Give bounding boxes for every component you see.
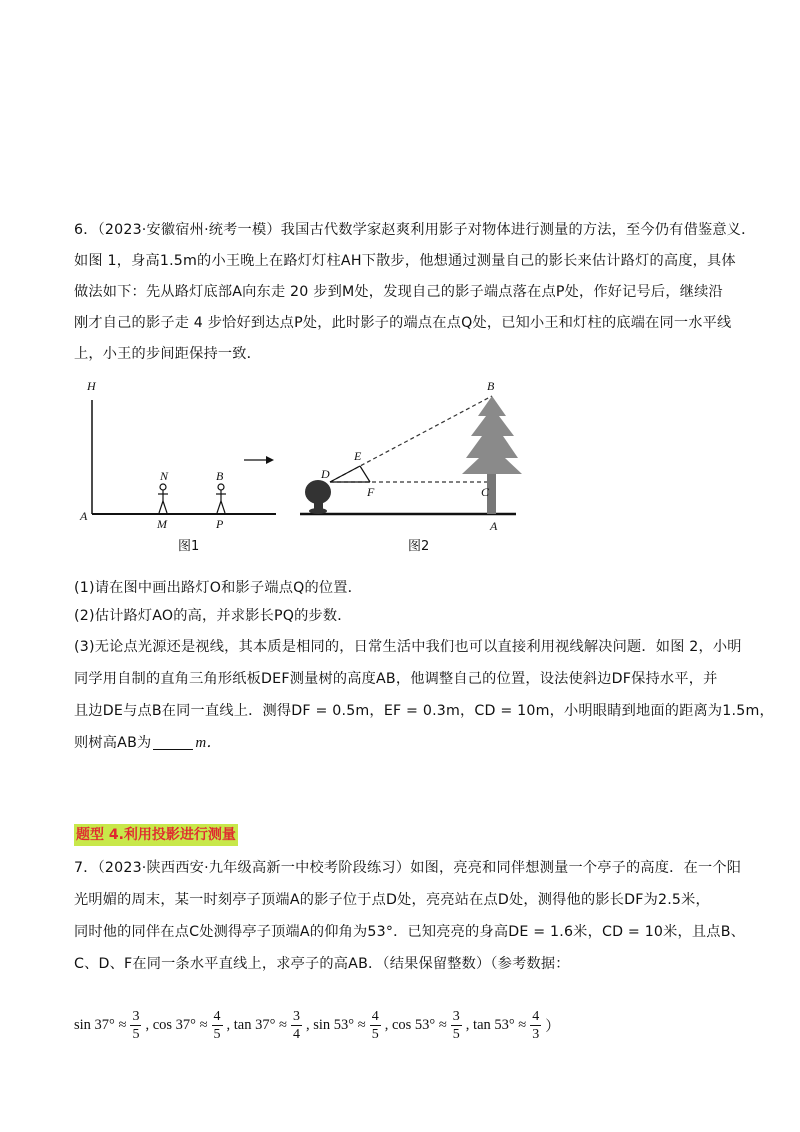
q6-sub-3-line-1: (3)无论点光源还是视线，其本质是相同的，日常生活中我们也可以直接利用视线解决问题．如图 2，小明: [74, 639, 742, 655]
fig2-label-b: B: [487, 379, 495, 393]
q7-line-3: 同时他的同伴在点C处测得亭子顶端A的仰角为53°．已知亮亮的身高DE = 1.6米，CD = 10米，且点B、: [74, 924, 746, 940]
person-at-p: [216, 484, 226, 513]
fraction-numerator: 3: [452, 1008, 460, 1024]
q7-line-4: C、D、F在同一条水平直线上，求亭子的高AB．（结果保留整数）（参考数据：: [74, 956, 570, 972]
formula-close-paren: ）: [545, 1018, 560, 1035]
fig2-label-a: A: [490, 519, 498, 533]
fraction-denominator: 3: [532, 1026, 540, 1042]
observer-person: [305, 480, 331, 514]
fig2-label-e: E: [354, 449, 362, 463]
fraction-4-5: [212, 1008, 223, 1043]
fraction-numerator: 3: [293, 1008, 301, 1024]
fraction-numerator: 4: [532, 1008, 540, 1024]
fig1-label-h: H: [87, 379, 96, 393]
fraction-4-5: [370, 1008, 381, 1043]
q6-sub-3-line-3: 且边DE与点B在同一直线上．测得DF = 0.5m，EF = 0.3m，CD = 10m，小明眼睛到地面的距离为1.5m，: [74, 703, 774, 719]
q6-line-5: 上，小王的步间距保持一致．: [74, 346, 262, 362]
q6-sub-3-line-2: 同学用自制的直角三角形纸板DEF测量树的高度AB，他调整自己的位置，设法使斜边DF保持水平，并: [74, 671, 718, 687]
formula-cos37: , cos 37° ≈: [145, 1016, 208, 1033]
fig1-caption: 图1: [178, 539, 200, 554]
fig1-label-n: N: [160, 469, 169, 483]
fraction-3-5: [451, 1008, 462, 1043]
formula-sin53: , sin 53° ≈: [306, 1016, 366, 1033]
q6-answer-prefix: 则树高AB为: [74, 735, 152, 751]
fraction-denominator: 5: [132, 1026, 140, 1042]
figure-2: [300, 379, 522, 554]
q7-line-1: 7．（2023·陕西西安·九年级高新一中校考阶段练习）如图，亮亮和同伴想测量一个亭子的高度．在一个阳: [74, 860, 742, 876]
q6-answer-unit: m．: [195, 735, 222, 751]
fig1-label-a: A: [80, 509, 88, 523]
figures: [0, 370, 800, 560]
fraction-3-4: [291, 1008, 302, 1043]
q6-sub-1: (1)请在图中画出路灯O和影子端点Q的位置．: [74, 580, 363, 596]
triangle-def: [330, 466, 370, 482]
person-at-m: [158, 484, 168, 513]
fig1-label-p: P: [216, 517, 224, 531]
fraction-denominator: 4: [293, 1026, 301, 1042]
fraction-numerator: 4: [213, 1008, 221, 1024]
fraction-4-3: [530, 1008, 541, 1043]
section-heading: 题型 4.利用投影进行测量: [74, 824, 238, 846]
fraction-denominator: 5: [452, 1026, 460, 1042]
fig1-label-b: B: [216, 469, 224, 483]
formula-tan53: , tan 53° ≈: [465, 1016, 527, 1033]
fig2-label-d: D: [321, 467, 330, 481]
q6-line-1: 6．（2023·安徽宿州·统考一模）我国古代数学家赵爽利用影子对物体进行测量的方法，至今仍有借鉴意义．: [74, 222, 756, 238]
formula-sin37: sin 37° ≈: [74, 1016, 127, 1033]
fraction-numerator: 4: [371, 1008, 379, 1024]
q6-line-4: 刚才自己的影子走 4 步恰好到达点P处，此时影子的端点在点Q处，已知小王和灯柱的底端在同一水平线: [74, 315, 732, 331]
formula-tan37: , tan 37° ≈: [226, 1016, 288, 1033]
q6-line-3: 做法如下：先从路灯底部A向东走 20 步到M处，发现自己的影子端点落在点P处，作好记号后，继续沿: [74, 284, 723, 300]
tree: [462, 396, 522, 514]
answer-blank[interactable]: [153, 735, 193, 750]
fraction-3-5: [130, 1008, 141, 1043]
fraction-denominator: 5: [371, 1026, 379, 1042]
q6-line-2: 如图 1，身高1.5m的小王晚上在路灯灯柱AH下散步，他想通过测量自己的影长来估计路灯的高度，具体: [74, 253, 736, 269]
fig2-label-c: C: [481, 485, 490, 499]
q6-sub-2: (2)估计路灯AO的高，并求影长PQ的步数．: [74, 608, 352, 624]
fig1-label-m: M: [157, 517, 167, 531]
q7-line-2: 光明媚的周末，某一时刻亭子顶端A的影子位于点D处，亮亮站在点D处，测得他的影长DF为2.5米，: [74, 892, 710, 908]
figure-1: [79, 379, 276, 554]
direction-arrow: [244, 456, 274, 464]
fig2-label-f: F: [367, 485, 375, 499]
formula-cos53: , cos 53° ≈: [384, 1016, 447, 1033]
fraction-numerator: 3: [132, 1008, 140, 1024]
fig2-caption: 图2: [408, 539, 430, 554]
fraction-denominator: 5: [213, 1026, 221, 1042]
reference-formula: [74, 1000, 560, 1050]
q6-sub-3-line-4: [74, 733, 222, 753]
